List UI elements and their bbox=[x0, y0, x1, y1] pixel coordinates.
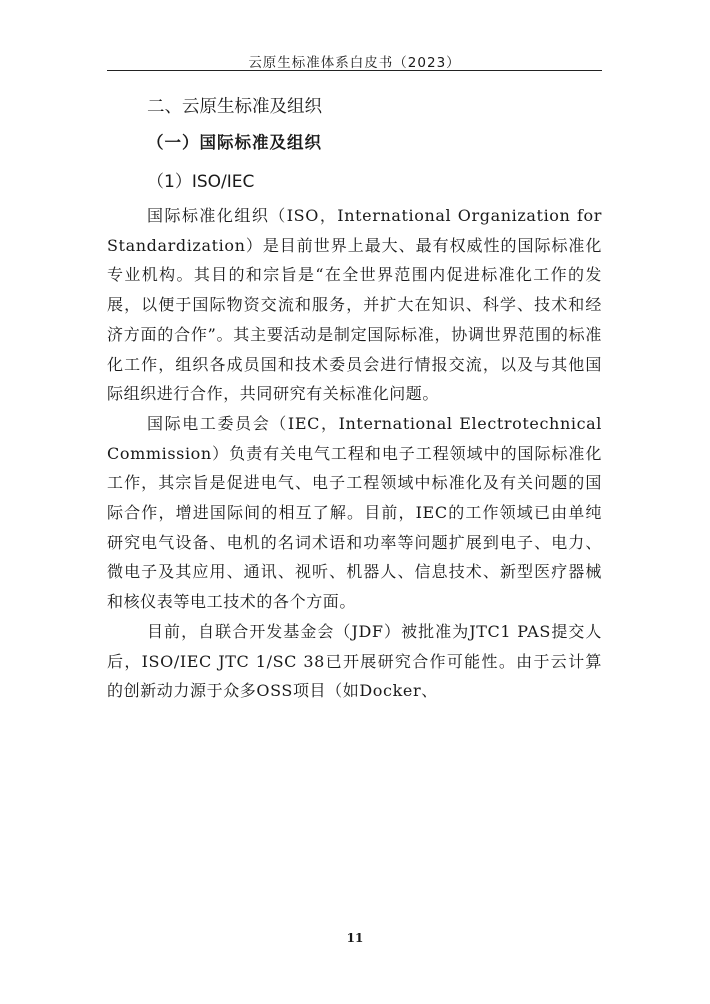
page-body bbox=[107, 89, 602, 706]
item-heading: （1）ISO/IEC bbox=[147, 172, 255, 192]
header-divider bbox=[107, 70, 602, 71]
paragraph-iec: 国际电工委员会（IEC，International Electrotechnical Commission）负责有关电气工程和电子工程领域中的国际标准化工作，其宗旨是促进电气、电子工程领域中标准化及有关问题的国际合作，增进国际间的相互了解。目前，IEC的工作领域已由单纯研究电气设备、电机的名词术语和功率等问题扩展到电子、电力、微电子及其应用、通讯、视听、机器人、信息技术、新型医疗器械和核仪表等电工技术的各个方面。 bbox=[107, 413, 602, 612]
running-header: 云原生标准体系白皮书（2023） bbox=[248, 55, 461, 71]
page-number: 11 bbox=[346, 931, 364, 945]
section-heading: 二、云原生标准及组织 bbox=[147, 97, 322, 117]
subsection-heading: （一）国际标准及组织 bbox=[147, 133, 322, 152]
paragraph-iso: 国际标准化组织（ISO，International Organization for Standardization）是目前世界上最大、最有权威性的国际标准化专业机构。其目的和宗旨是“在全世界范围内促进标准化工作的发展，以便于国际物资交流和服务，并扩大在知识、科学、技术和经济方面的合作”。其主要活动是制定国际标准，协调世界范围的标准化工作，组织各成员国和技术委员会进行情报交流，以及与其他国际组织进行合作，共同研究有关标准化问题。 bbox=[107, 206, 602, 404]
paragraph-jtc1: 目前，自联合开发基金会（JDF）被批准为JTC1 PAS提交人后，ISO/IEC JTC 1/SC 38已开展研究合作可能性。由于云计算的创新动力源于众多OSS项目（如Docker、 bbox=[107, 621, 602, 701]
